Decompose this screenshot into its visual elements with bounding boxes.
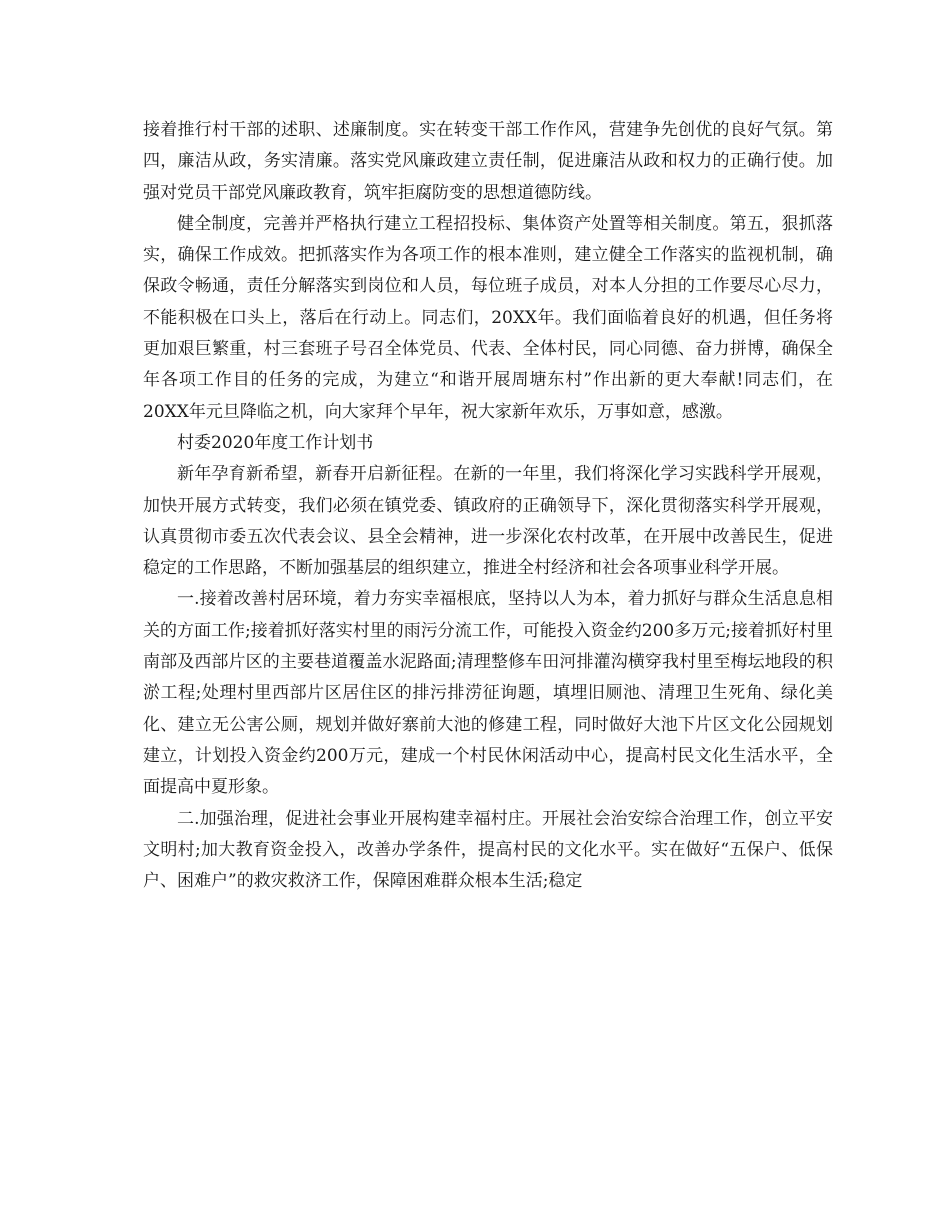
document-body (143, 115, 833, 897)
paragraph-introduction: 新年孕育新希望，新春开启新征程。在新的一年里，我们将深化学习实践科学开展观，加快开展方式转变，我们必须在镇党委、镇政府的正确领导下，深化贯彻落实科学开展观，认真贯彻市委五次代表会议、县全会精神，进一步深化农村改革，在开展中改善民生，促进稳定的工作思路，不断加强基层的组织建立，推进全村经济和社会各项事业科学开展。 (143, 464, 833, 579)
paragraph-item-one: 一.接着改善村居环境，着力夯实幸福根底，坚持以人为本，着力抓好与群众生活息息相关的方面工作;接着抓好落实村里的雨污分流工作，可能投入资金约200多万元;接着抓好村里南部及西部片区的主要巷道覆盖水泥路面;清理整修车田河排灌沟横穿我村里至梅坛地段的积淤工程;处理村里西部片区居住区的排污排涝征询题，填埋旧厕池、清理卫生死角、绿化美化、建立无公害公厕，规划并做好寨前大池的修建工程，同时做好大池下片区文化公园规划建立，计划投入资金约200万元，建成一个村民休闲活动中心，提高村民文化生活水平，全面提高中夏形象。 (143, 589, 833, 798)
paragraph-item-two: 二.加强治理，促进社会事业开展构建幸福村庄。开展社会治安综合治理工作，创立平安文明村;加大教育资金投入，改善办学条件，提高村民的文化水平。实在做好“五保户、低保户、困难户”的救灾救济工作，保障困难群众根本生活;稳定 (143, 808, 833, 892)
plan-title: 村委2020年度工作计划书 (177, 432, 374, 453)
paragraph-system-improvement: 健全制度，完善并严格执行建立工程招投标、集体资产处置等相关制度。第五，狠抓落实，确保工作成效。把抓落实作为各项工作的根本准则，建立健全工作落实的监视机制，确保政令畅通，责任分解落实到岗位和人员，每位班子成员，对本人分担的工作要尽心尽力，不能积极在口头上，落后在行动上。同志们，20XX年。我们面临着良好的机遇，但任务将更加艰巨繁重，村三套班子号召全体党员、代表、全体村民，同心同德、奋力拼博，确保全年各项工作目的任务的完成，为建立“和谐开展周塘东村”作出新的更大奉献!同志们，在20XX年元旦降临之机，向大家拜个早年，祝大家新年欢乐，万事如意，感激。 (143, 213, 833, 422)
paragraph-continuation: 接着推行村干部的述职、述廉制度。实在转变干部工作作风，营建争先创优的良好气氛。第四，廉洁从政，务实清廉。落实党风廉政建立责任制，促进廉洁从政和权力的正确行使。加强对党员干部党风廉政教育，筑牢拒腐防变的思想道德防线。 (143, 120, 833, 203)
